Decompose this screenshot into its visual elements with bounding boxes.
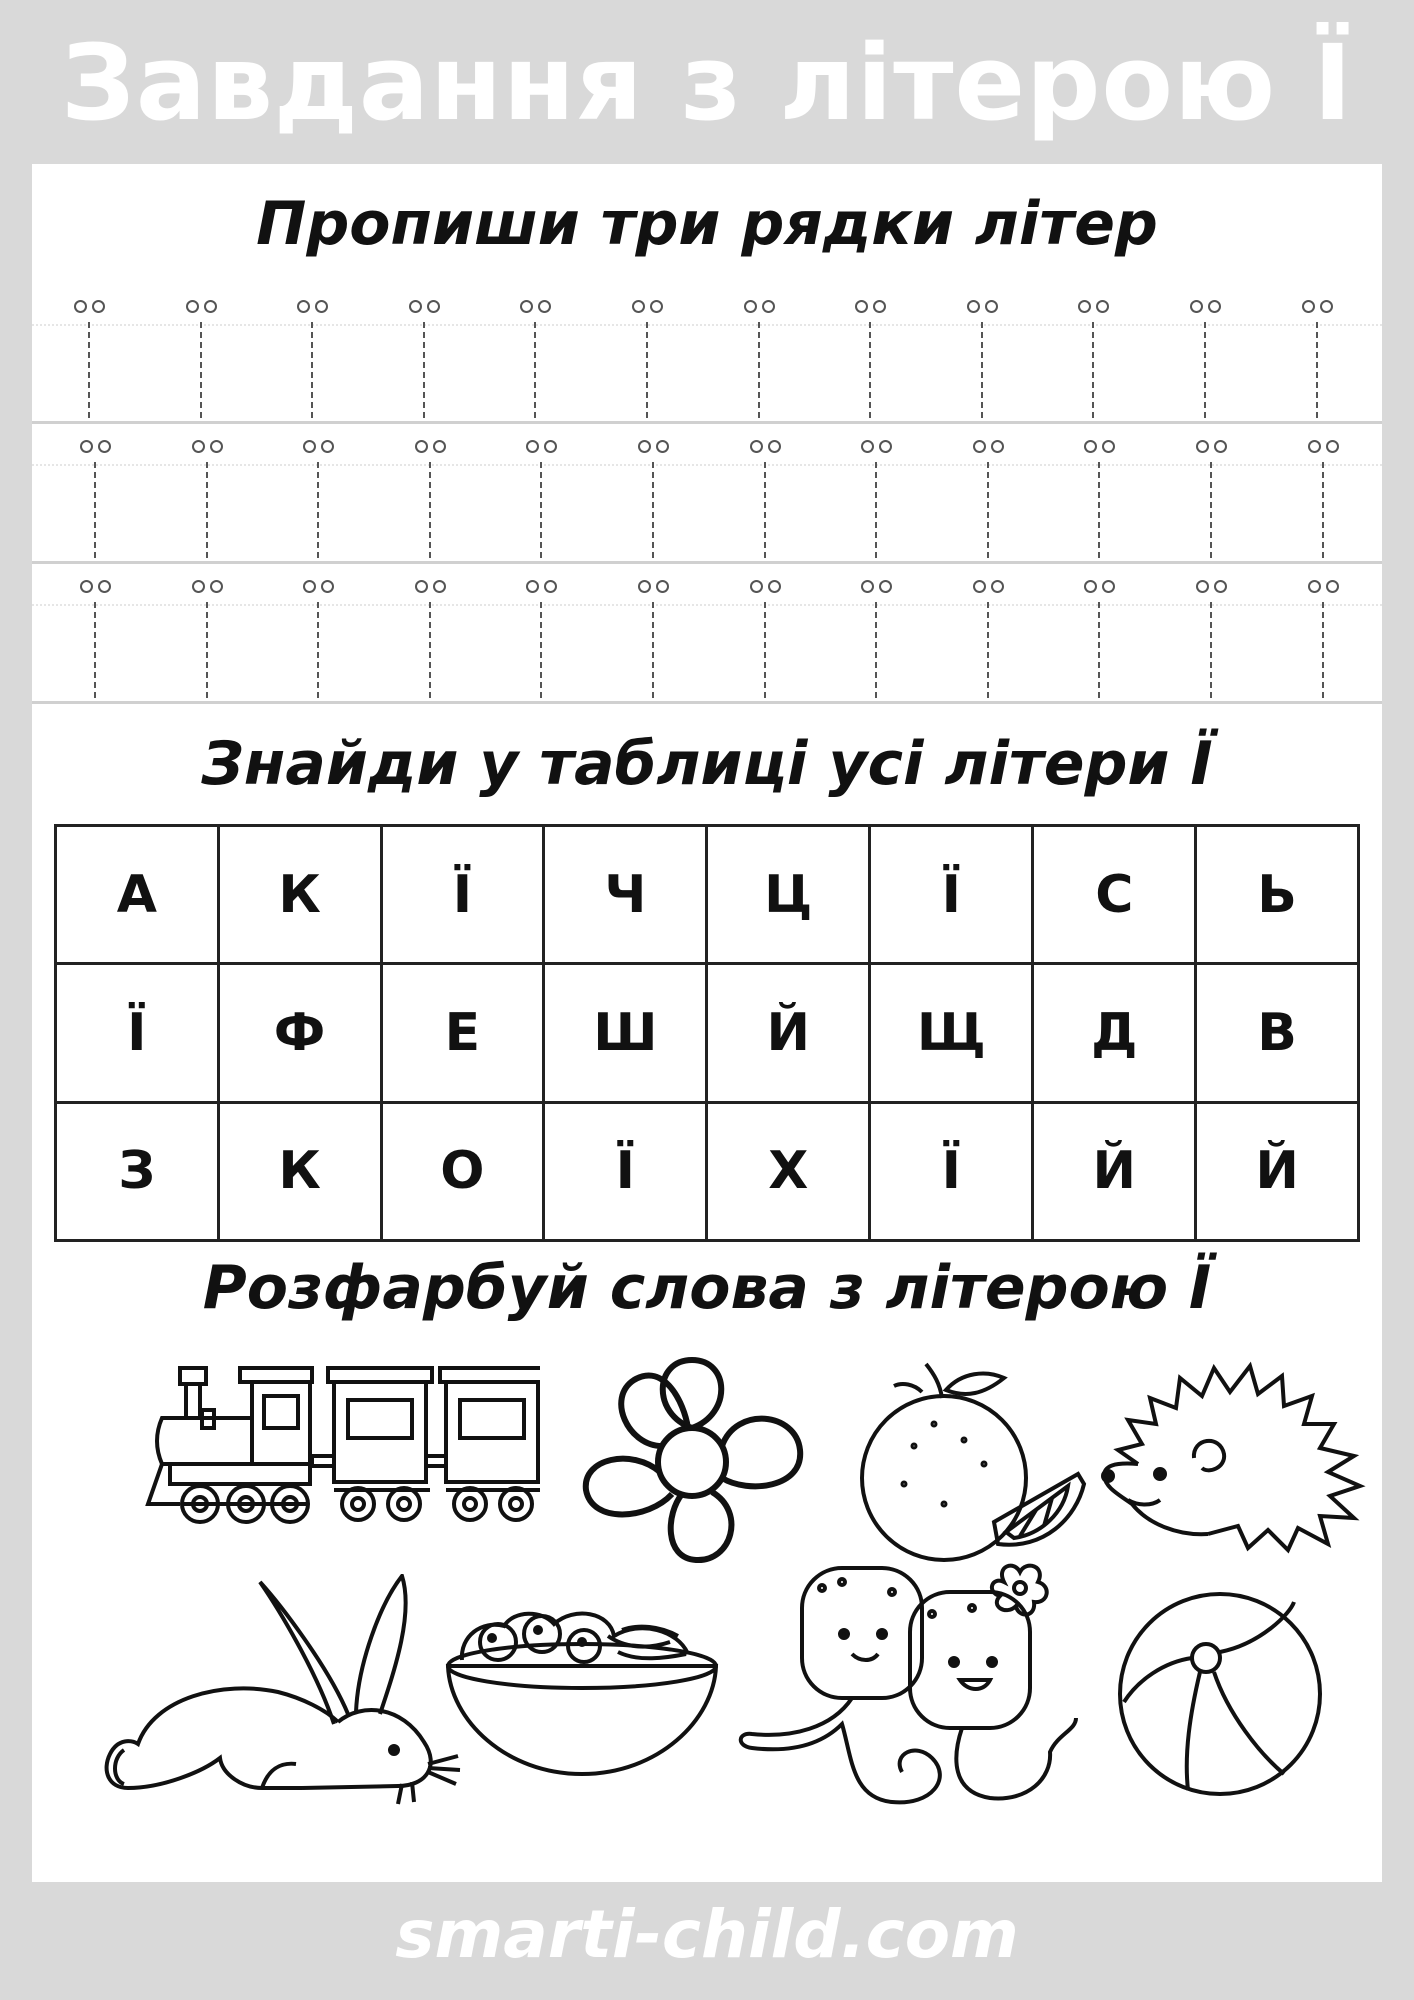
grid-cell[interactable]: Ч xyxy=(544,826,707,964)
tracing-letter xyxy=(190,580,224,700)
tracing-letter xyxy=(1082,580,1116,700)
grid-cell[interactable]: Ц xyxy=(707,826,870,964)
tracing-row xyxy=(32,426,1382,564)
grid-cell[interactable]: Х xyxy=(707,1102,870,1240)
tracing-letter xyxy=(413,440,447,560)
coloring-pictures xyxy=(32,1354,1382,1854)
grid-cell[interactable]: К xyxy=(218,826,381,964)
grid-cell[interactable]: Ї xyxy=(544,1102,707,1240)
grid-cell[interactable]: Ш xyxy=(544,964,707,1102)
tracing-letter xyxy=(1306,440,1340,560)
letter-grid xyxy=(54,824,1360,1242)
grid-cell[interactable]: Е xyxy=(381,964,544,1102)
tracing-letter xyxy=(190,440,224,560)
grid-cell[interactable]: Д xyxy=(1033,964,1196,1102)
tracing-letter xyxy=(184,300,218,420)
bowl-of-food-icon xyxy=(442,1590,722,1780)
tracing-letter xyxy=(965,300,999,420)
tracing-letter xyxy=(301,580,335,700)
tracing-letter xyxy=(742,300,776,420)
tracing-letter xyxy=(1306,580,1340,700)
grid-row xyxy=(56,826,1359,964)
tracing-letter xyxy=(72,300,106,420)
tracing-letter xyxy=(413,580,447,700)
grid-cell[interactable]: Ь xyxy=(1196,826,1359,964)
tracing-letter xyxy=(78,440,112,560)
tracing-letter xyxy=(1188,300,1222,420)
tracing-letter xyxy=(1194,440,1228,560)
tracing-letter xyxy=(748,440,782,560)
grid-cell[interactable]: Щ xyxy=(870,964,1033,1102)
worksheet xyxy=(32,164,1382,1882)
rabbit-icon xyxy=(102,1574,482,1814)
orange-icon xyxy=(844,1354,1094,1564)
grid-row xyxy=(56,964,1359,1102)
tracing-letter xyxy=(407,300,441,420)
grid-cell[interactable]: Ї xyxy=(56,964,219,1102)
tracing-letter xyxy=(1082,440,1116,560)
tracing-letter xyxy=(301,440,335,560)
grid-cell[interactable]: З xyxy=(56,1102,219,1240)
tracing-row xyxy=(32,286,1382,424)
tracing-letter xyxy=(1194,580,1228,700)
grid-cell[interactable]: Ї xyxy=(381,826,544,964)
grid-cell[interactable]: А xyxy=(56,826,219,964)
tracing-letter xyxy=(630,300,664,420)
grid-cell[interactable]: Й xyxy=(1033,1102,1196,1240)
ball-icon xyxy=(1110,1584,1330,1804)
tracing-letter xyxy=(971,440,1005,560)
tracing-letter xyxy=(748,580,782,700)
tracing-letter xyxy=(524,440,558,560)
tracing-letter xyxy=(1300,300,1334,420)
tracing-row xyxy=(32,566,1382,704)
tracing-letter xyxy=(295,300,329,420)
tracing-letter xyxy=(1076,300,1110,420)
section-find-title: Знайди у таблиці усі літери Ї xyxy=(201,729,1213,799)
flower-icon xyxy=(572,1354,812,1564)
tracing-letter xyxy=(636,440,670,560)
grid-cell[interactable]: Ї xyxy=(870,1102,1033,1240)
grid-cell[interactable]: О xyxy=(381,1102,544,1240)
grid-cell[interactable]: Й xyxy=(1196,1102,1359,1240)
tracing-letter xyxy=(78,580,112,700)
tracing-letter xyxy=(524,580,558,700)
tracing-letter xyxy=(518,300,552,420)
tracing-letter xyxy=(971,580,1005,700)
mushroom-characters-icon xyxy=(732,1558,1092,1818)
hedgehog-icon xyxy=(1098,1354,1378,1554)
page-title: Завдання з літерою Ї xyxy=(61,22,1353,144)
tracing-letter xyxy=(853,300,887,420)
tracing-letter xyxy=(859,440,893,560)
tracing-letter xyxy=(636,580,670,700)
grid-row xyxy=(56,1102,1359,1240)
footer-site-link[interactable]: smarti-child.com xyxy=(395,1896,1019,1973)
train-icon xyxy=(140,1354,540,1534)
grid-cell[interactable]: С xyxy=(1033,826,1196,964)
section-color-title: Розфарбуй слова з літерою Ї xyxy=(202,1253,1212,1323)
grid-cell[interactable]: Ї xyxy=(870,826,1033,964)
grid-cell[interactable]: В xyxy=(1196,964,1359,1102)
grid-cell[interactable]: К xyxy=(218,1102,381,1240)
grid-cell[interactable]: Й xyxy=(707,964,870,1102)
tracing-area xyxy=(32,286,1382,702)
tracing-letter xyxy=(859,580,893,700)
grid-cell[interactable]: Ф xyxy=(218,964,381,1102)
section-tracing-title: Пропиши три рядки літер xyxy=(256,189,1158,259)
